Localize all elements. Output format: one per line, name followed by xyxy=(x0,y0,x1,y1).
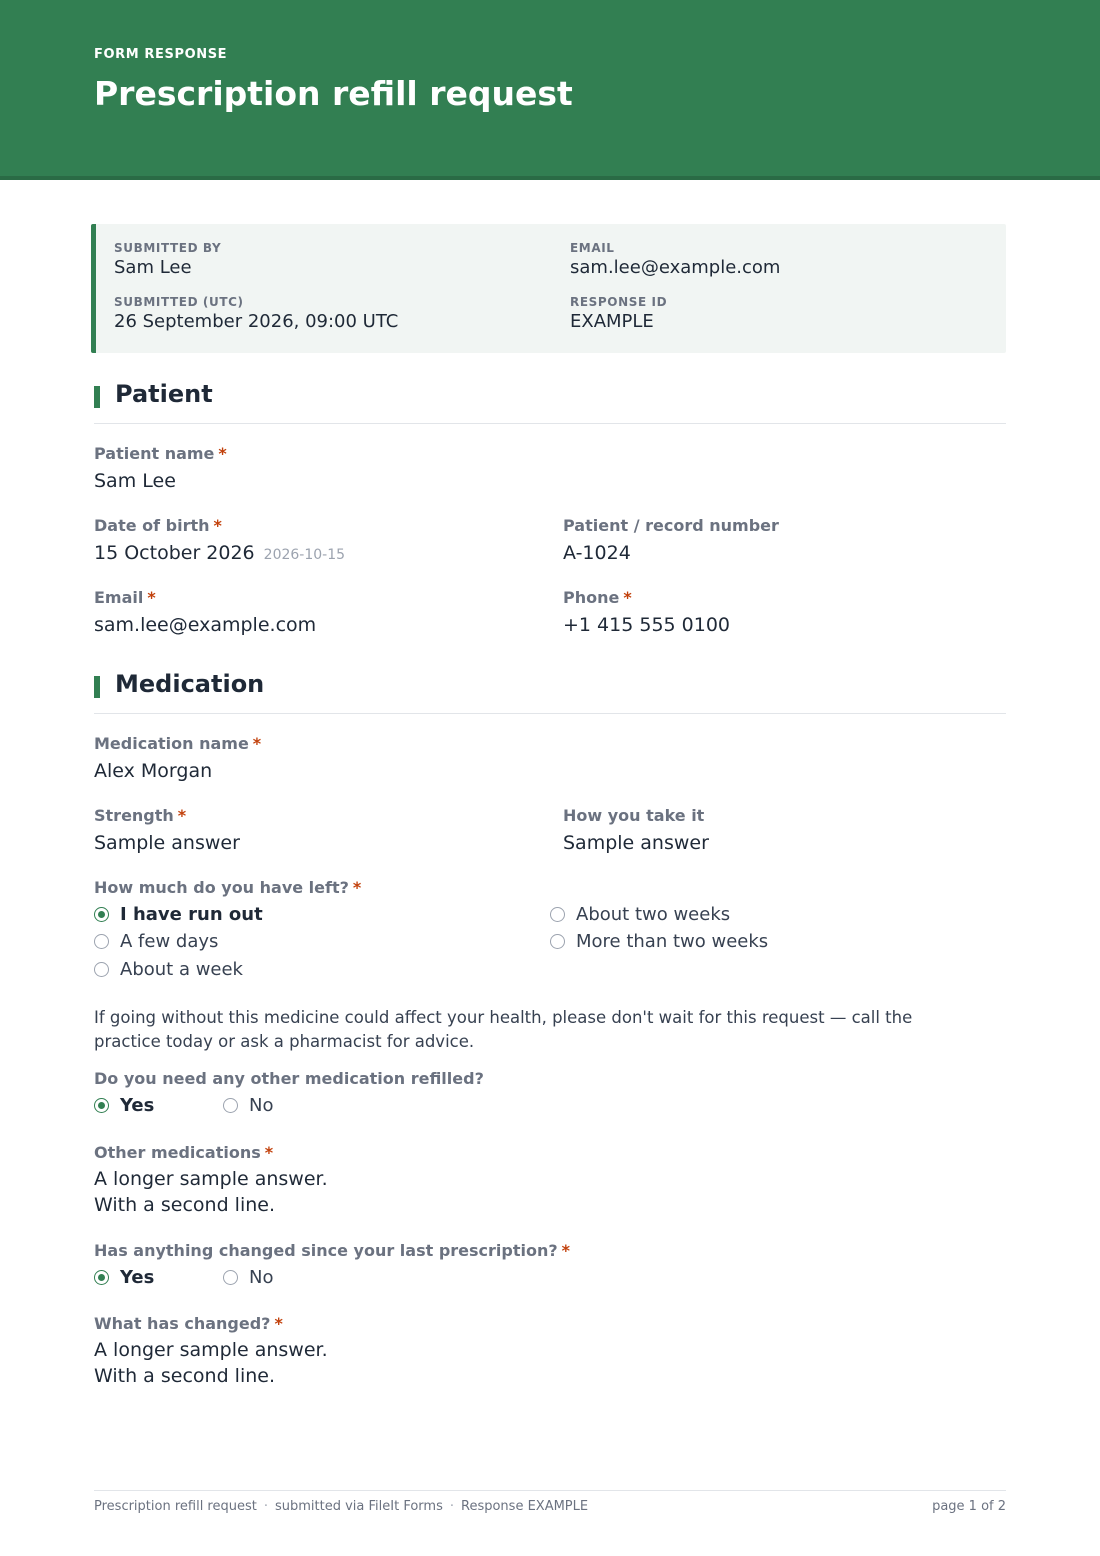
radio-option-no[interactable] xyxy=(223,1267,273,1288)
radio-option-no[interactable] xyxy=(223,1095,273,1116)
meta-response-id-label: RESPONSE ID xyxy=(570,295,668,309)
radio-empty-icon xyxy=(94,934,109,949)
field-value: Alex Morgan xyxy=(94,760,213,782)
radio-selected-icon xyxy=(94,1270,109,1285)
radio-selected-icon xyxy=(94,907,109,922)
required-marker: * xyxy=(561,1241,571,1260)
meta-submitted-by-value: Sam Lee xyxy=(114,257,192,278)
field-value: Sample answer xyxy=(563,832,709,854)
radio-empty-icon xyxy=(223,1098,238,1113)
meta-submitted-by-label: SUBMITTED BY xyxy=(114,241,222,255)
field-label: Patient name * xyxy=(94,444,227,463)
radio-option-run-out[interactable] xyxy=(94,904,263,925)
field-what-has-changed xyxy=(94,1314,328,1389)
field-value: A-1024 xyxy=(563,542,631,564)
section-accent-bar xyxy=(94,676,100,698)
radio-empty-icon xyxy=(550,934,565,949)
submission-meta-panel xyxy=(91,224,1006,353)
footer-response: Response EXAMPLE xyxy=(461,1499,589,1514)
radio-option-label: Yes xyxy=(120,1095,155,1116)
required-marker: * xyxy=(274,1314,283,1333)
field-label: Other medications * xyxy=(94,1143,274,1162)
field-value: +1 415 555 0100 xyxy=(563,614,731,636)
field-label: Date of birth * xyxy=(94,516,222,535)
section-patient xyxy=(94,380,1006,424)
radio-empty-icon xyxy=(550,907,565,922)
required-marker: * xyxy=(264,1143,274,1162)
meta-submitted-by xyxy=(114,241,221,278)
radio-option-two-weeks[interactable] xyxy=(550,904,730,925)
required-marker: * xyxy=(352,878,362,897)
health-advice-note: If going without this medicine could affect your health, please don't wait for this request — call the practice today or ask a pharmacist for advice. xyxy=(94,1008,913,1051)
field-value: A longer sample answer. With a second line. xyxy=(94,1168,328,1216)
form-header xyxy=(0,0,1100,180)
page-number: page 1 of 2 xyxy=(932,1499,1006,1514)
meta-submitted-at xyxy=(114,295,398,332)
required-marker: * xyxy=(147,588,156,607)
field-other-medication-needed xyxy=(94,1069,484,1088)
field-value: 15 October 2026 2026-10-15 xyxy=(94,542,346,564)
header-eyebrow: FORM RESPONSE xyxy=(94,47,228,62)
field-amount-left xyxy=(94,878,361,897)
footer-form-name: Prescription refill request xyxy=(94,1499,257,1514)
field-strength xyxy=(94,806,240,854)
required-marker: * xyxy=(252,734,262,753)
meta-email-label: EMAIL xyxy=(570,241,615,255)
radio-option-yes[interactable] xyxy=(94,1095,154,1116)
section-medication xyxy=(94,670,1006,714)
required-marker: * xyxy=(213,516,222,535)
field-anything-changed xyxy=(94,1241,570,1260)
radio-option-label: No xyxy=(249,1095,274,1116)
section-title-patient: Patient xyxy=(115,380,213,408)
radio-empty-icon xyxy=(94,962,109,977)
footer-submitted-via: submitted via FileIt Forms xyxy=(275,1499,443,1514)
required-marker: * xyxy=(623,588,632,607)
field-label: Patient / record number xyxy=(563,516,779,535)
meta-response-id-value: EXAMPLE xyxy=(570,311,654,332)
field-label: What has changed? * xyxy=(94,1314,283,1333)
radio-option-label: A few days xyxy=(120,931,219,952)
meta-response-id xyxy=(570,295,667,332)
radio-option-about-a-week[interactable] xyxy=(94,959,243,980)
meta-email xyxy=(570,241,780,278)
field-record-number xyxy=(563,516,779,564)
field-value: sam.lee@example.com xyxy=(94,614,317,636)
field-label: Strength * xyxy=(94,806,187,825)
field-label: Has anything changed since your last prescription? * xyxy=(94,1241,571,1260)
field-label: How you take it xyxy=(563,806,705,825)
field-label: How much do you have left? * xyxy=(94,878,362,897)
field-label: Email * xyxy=(94,588,156,607)
field-value: A longer sample answer. With a second line. xyxy=(94,1339,328,1387)
meta-submitted-label: SUBMITTED (UTC) xyxy=(114,295,244,309)
radio-option-label: No xyxy=(249,1267,274,1288)
section-accent-bar xyxy=(94,386,100,408)
field-value: Sample answer xyxy=(94,832,240,854)
radio-option-yes[interactable] xyxy=(94,1267,154,1288)
radio-option-few-days[interactable] xyxy=(94,931,218,952)
field-label: Do you need any other medication refilled? xyxy=(94,1069,484,1088)
required-marker: * xyxy=(218,444,227,463)
field-other-medications xyxy=(94,1143,328,1218)
field-email xyxy=(94,588,316,636)
field-date-of-birth xyxy=(94,516,345,564)
meta-submitted-value: 26 September 2026, 09:00 UTC xyxy=(114,311,399,332)
field-label: Phone * xyxy=(563,588,632,607)
radio-option-label: More than two weeks xyxy=(576,931,769,952)
section-title-medication: Medication xyxy=(115,670,265,698)
radio-empty-icon xyxy=(223,1270,238,1285)
field-label: Medication name * xyxy=(94,734,262,753)
radio-option-label: Yes xyxy=(120,1267,155,1288)
page-footer xyxy=(94,1490,1006,1514)
radio-option-label: About two weeks xyxy=(576,904,731,925)
radio-option-more-than-two-weeks[interactable] xyxy=(550,931,768,952)
page-title: Prescription refill request xyxy=(94,74,573,113)
radio-selected-icon xyxy=(94,1098,109,1113)
field-medication-name xyxy=(94,734,261,782)
radio-option-label: I have run out xyxy=(120,904,263,925)
footer-separator: · xyxy=(263,1499,268,1514)
meta-email-value: sam.lee@example.com xyxy=(570,257,781,278)
field-phone xyxy=(563,588,730,636)
field-patient-name xyxy=(94,444,227,492)
required-marker: * xyxy=(177,806,187,825)
field-value: Sam Lee xyxy=(94,470,176,492)
footer-separator: · xyxy=(449,1499,454,1514)
date-iso: 2026-10-15 xyxy=(263,547,346,563)
field-how-you-take-it xyxy=(563,806,709,854)
radio-option-label: About a week xyxy=(120,959,243,980)
